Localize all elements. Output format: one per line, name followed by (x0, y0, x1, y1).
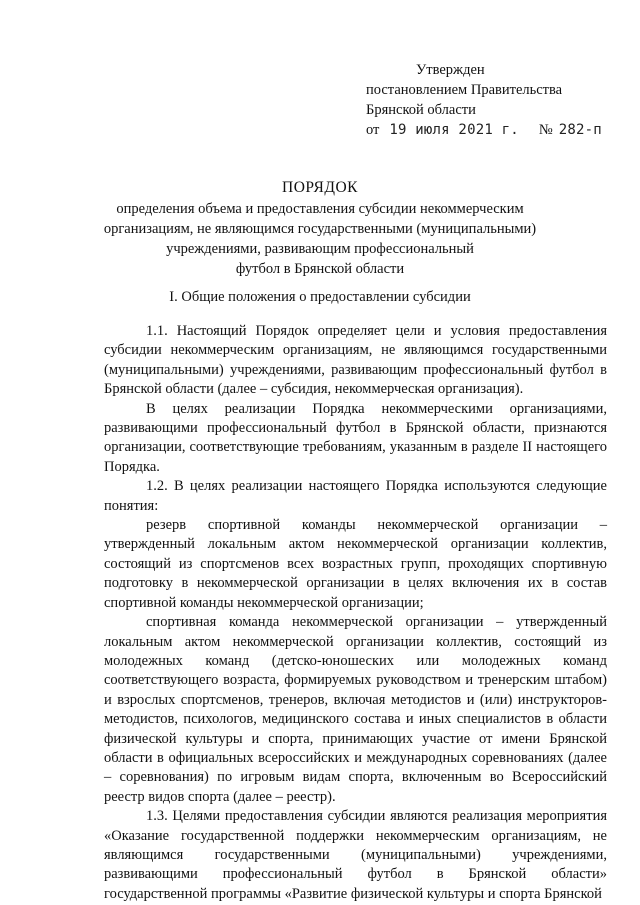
approval-date-prefix: от (366, 122, 380, 138)
approval-approved-label: Утвержден (416, 62, 485, 78)
document-body (104, 322, 607, 904)
document-title-block (90, 178, 550, 279)
approval-resolution-label: постановлением Правительства (366, 82, 563, 98)
document-title: ПОРЯДОК (282, 179, 358, 196)
approval-number-stamp: 282-п (558, 122, 602, 138)
document-subtitle-line: организациям, не являющимся государственными (муниципальными) (103, 221, 537, 237)
approval-date-row (366, 120, 602, 140)
paragraph-1-2: 1.2. В целях реализации настоящего Порядка используются следующие понятия: (104, 478, 607, 514)
document-subtitle-line: учреждениями, развивающим профессиональный (166, 241, 474, 257)
paragraph-1-1-definition: В целях реализации Порядка некоммерческими организациями, развивающими профессиональный футбол в Брянской области, признаются организации, соответствующие требованиям, указанным в разделе II настоящего Порядка. (104, 400, 607, 475)
approval-block (366, 60, 602, 140)
approval-number-label: № (538, 122, 553, 138)
section-heading: I. Общие положения о предоставлении субсидии (169, 289, 471, 305)
approval-region-label: Брянской области (366, 102, 476, 118)
approval-date-stamp: 19 июля 2021 г. (389, 122, 519, 138)
paragraph-1-3: 1.3. Целями предоставления субсидии являются реализация мероприятия «Оказание государственной поддержки некоммерческим организациям, не являющимся государственными (муниципальными) учреждениями, развивающими профессиональный футбол в Брянской области» государственной программы «Развитие физической культуры и спорта Брянской (104, 808, 607, 902)
paragraph-reserve-definition: резерв спортивной команды некоммерческой организации – утвержденный локальным актом некоммерческой организации коллектив, состоящий из спортсменов всех возрастных групп, проходящих спортивную подготовку в некоммерческой организации в целях включения их в состав спортивной команды некоммерческой организации; (104, 517, 607, 611)
document-subtitle-line: определения объема и предоставления субсидии некоммерческим (116, 201, 524, 217)
paragraph-team-definition: спортивная команда некоммерческой организации – утвержденный локальным актом некоммерческой организации коллектив, состоящий из молодежных команд (детско-юношеских или молодежных команд соответствующего возраста, формируемых руководством и тренерским штабом) и взрослых спортсменов, тренеров, включая методистов и (или) инструкторов-методистов, психологов, медицинского состава и иных специалистов в области физической культуры и спорта, принимающих участие от имени Брянской области в официальных всероссийских и международных соревнованиях (далее – соревнования) по игровым видам спорта, включенным во Всероссийский реестр видов спорта (далее – реестр). (104, 614, 607, 805)
document-subtitle-line: футбол в Брянской области (235, 261, 405, 277)
paragraph-1-1: 1.1. Настоящий Порядок определяет цели и условия предоставления субсидии некоммерческим организациям, не являющимся государственными (муниципальными) учреждениями, развивающим профессиональный футбол в Брянской области (далее – субсидия, некоммерческая организация). (104, 323, 607, 398)
